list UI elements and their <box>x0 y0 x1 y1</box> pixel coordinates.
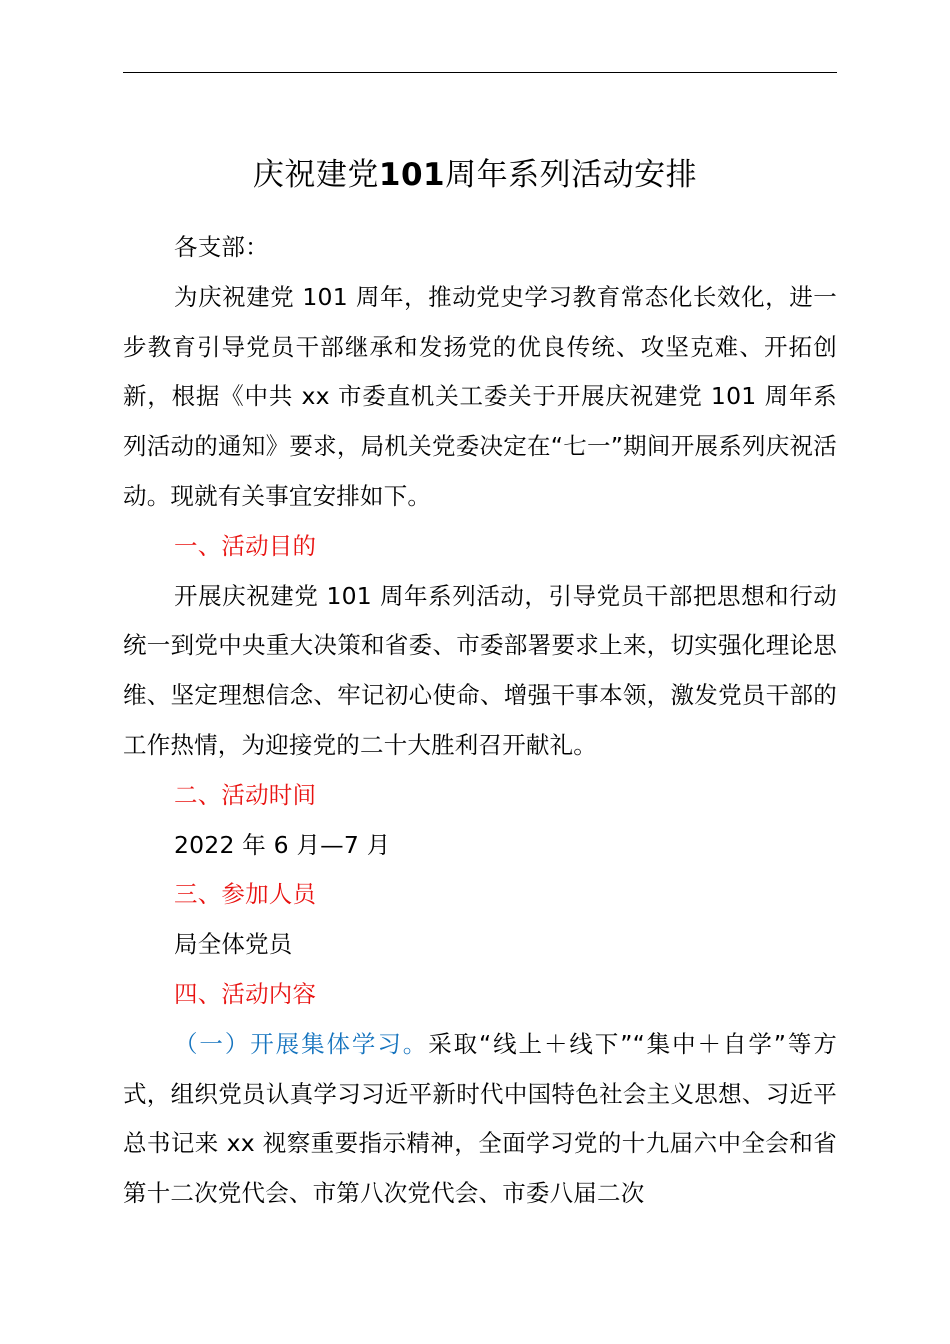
section-body-time: 2022 年 6 月—7 月 <box>174 830 391 859</box>
section-body-purpose: 开展庆祝建党 101 周年系列活动，引导党员干部把思想和行动统一到党中央重大决策和省委、市委部署要求上来，切实强化理论思维、坚定理想信念、牢记初心使命、增强干事本领，激发党员干部的工作热情，为迎接党的二十大胜利召开献礼。 <box>123 581 837 759</box>
document-title <box>0 150 950 200</box>
title-suffix: 周年系列活动安排 <box>445 157 698 193</box>
section-body-participants: 局全体党员 <box>174 930 293 959</box>
intro-paragraph: 为庆祝建党 101 周年，推动党史学习教育常态化长效化，进一步教育引导党员干部继承和发扬党的优良传统、攻坚克难、开拓创新，根据《中共 xx 市委直机关工委关于开展庆祝建党 101 周年系列活动的通知》要求，局机关党委决定在“七一”期间开展系列庆祝活动。现就有关事宜安排如下。 <box>123 282 837 510</box>
content-item-1-body: 采取“线上＋线下”“集中＋自学”等方式，组织党员认真学习习近平新时代中国特色社会主义思想、习近平总书记来 xx 视察重要指示精神，全面学习党的十九届六中全会和省第十二次党代会、市第八次党代会、市委八届二次 <box>123 1029 837 1208</box>
section-heading-content: 四、活动内容 <box>174 979 317 1008</box>
content-item-1 <box>123 1020 837 1219</box>
salutation: 各支部： <box>174 233 269 261</box>
title-prefix: 庆祝建党 <box>252 157 379 193</box>
title-number: 101 <box>378 157 446 193</box>
section-heading-participants: 三、参加人员 <box>174 880 317 909</box>
header-rule <box>123 72 837 73</box>
section-heading-time: 二、活动时间 <box>174 780 317 809</box>
section-heading-purpose: 一、活动目的 <box>174 531 317 560</box>
document-body <box>123 223 837 1219</box>
content-item-1-label: （一）开展集体学习。 <box>174 1029 429 1058</box>
